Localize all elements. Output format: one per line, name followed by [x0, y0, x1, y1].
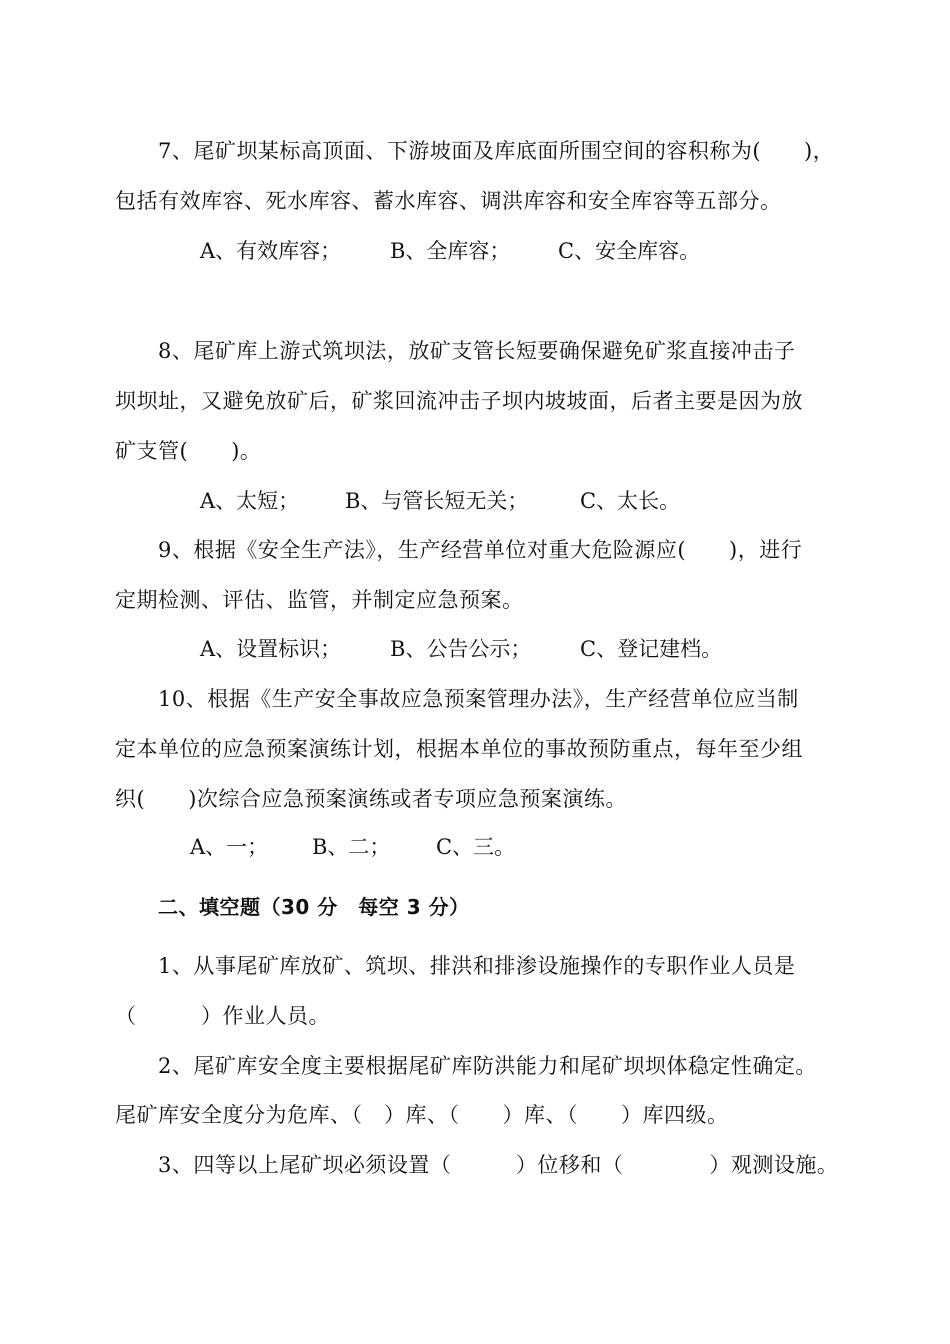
- question-10-option-a: A、一；: [190, 835, 269, 859]
- question-8-option-a: A、太短；: [200, 489, 300, 513]
- question-9-option-b: B、公告公示；: [390, 637, 532, 661]
- question-9-option-c: C、登记建档。: [580, 637, 723, 661]
- question-7-option-a: A、有效库容；: [200, 239, 342, 263]
- question-8-line-1: 8、尾矿库上游式筑坝法，放矿支管长短要确保避免矿浆直接冲击子: [158, 339, 796, 363]
- question-8-option-c: C、太长。: [580, 489, 681, 513]
- fill-2-line-1: 2、尾矿库安全度主要根据尾矿库防洪能力和尾矿坝坝体稳定性确定。: [158, 1054, 817, 1078]
- question-9-option-a: A、设置标识；: [200, 637, 342, 661]
- fill-2-line-2: 尾矿库安全度分为危库、（ ）库、（ ）库、（ ）库四级。: [115, 1103, 729, 1127]
- fill-1-line-1: 1、从事尾矿库放矿、筑坝、排洪和排渗设施操作的专职作业人员是: [158, 954, 796, 978]
- question-10-line-1: 10、根据《生产安全事故应急预案管理办法》，生产经营单位应当制: [158, 687, 799, 711]
- question-7-line-2: 包括有效库容、死水库容、蓄水库容、调洪库容和安全库容等五部分。: [115, 189, 782, 213]
- question-8-line-2: 坝坝址，又避免放矿后，矿浆回流冲击子坝内坡坡面，后者主要是因为放: [115, 389, 803, 413]
- question-7-option-c: C、安全库容。: [558, 239, 701, 263]
- question-9-line-1: 9、根据《安全生产法》，生产经营单位对重大危险源应( )，进行: [158, 538, 803, 562]
- fill-1-line-2: （ ）作业人员。: [115, 1004, 330, 1028]
- section-2-heading: 二、填空题（30 分 每空 3 分）: [158, 895, 470, 919]
- question-7-line-1: 7、尾矿坝某标高顶面、下游坡面及库底面所围空间的容积称为( )，: [158, 139, 835, 163]
- fill-3-line-1: 3、四等以上尾矿坝必须设置（ ）位移和（ ）观测设施。: [158, 1153, 839, 1177]
- question-10-option-b: B、二；: [312, 835, 391, 859]
- question-9-line-2: 定期检测、评估、监管，并制定应急预案。: [115, 588, 524, 612]
- question-8-option-b: B、与管长短无关；: [345, 489, 529, 513]
- question-7-option-b: B、全库容；: [390, 239, 511, 263]
- question-8-line-3: 矿支管( )。: [115, 439, 262, 463]
- question-10-line-3: 织( )次综合应急预案演练或者专项应急预案演练。: [115, 787, 627, 811]
- question-10-line-2: 定本单位的应急预案演练计划，根据本单位的事故预防重点，每年至少组: [115, 737, 803, 761]
- question-10-option-c: C、三。: [436, 835, 516, 859]
